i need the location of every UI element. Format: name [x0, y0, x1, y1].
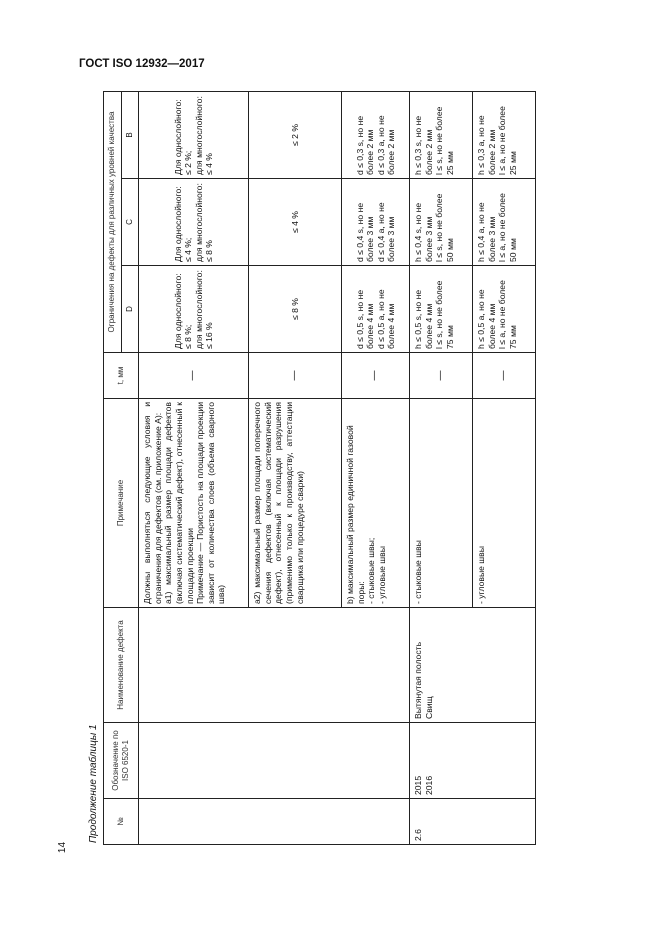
d-a1-line-1: Для однослойного: ≤ 8 %;	[172, 273, 194, 349]
cell-t-butt: —	[410, 353, 473, 399]
b-a1-line-1: Для однослойного: ≤ 2 %;	[172, 99, 194, 175]
cell-no-empty	[139, 799, 410, 845]
cell-note-fillet: - угловые швы	[473, 399, 536, 608]
d-butt-line-2: l ≤ s, но не более 75 мм	[434, 280, 455, 349]
d-a1-line-2: для многослойного: ≤ 16 %	[193, 270, 215, 349]
header-level-d: D	[121, 266, 139, 353]
cell-d-fillet	[473, 266, 536, 353]
header-name: Наименование дефекта	[104, 608, 139, 723]
continuation-label: Продолжение таблицы 1	[88, 724, 99, 843]
cell-no-2-6: 2.6	[410, 799, 536, 845]
c-a1-line-1: Для однослойного: ≤ 4 %;	[172, 186, 194, 262]
cell-t-a2: —	[249, 353, 342, 399]
note-a1: а1) максимальный размер площади дефектов (включая систематический дефект), отнесенный к площади проекции	[163, 402, 195, 604]
defect-name-1: Вытянутая полость	[413, 641, 424, 719]
cell-c-b	[342, 179, 410, 266]
header-level-c: C	[121, 179, 139, 266]
note-b-title: b) максимальный размер единичной газовой поры:	[345, 425, 366, 604]
cell-t-fillet: —	[473, 353, 536, 399]
cell-b-butt	[410, 91, 473, 178]
c-b-line-2: d ≤ 0,4 a, но не более 3 мм	[375, 202, 397, 262]
cell-d-a2: ≤ 8 %	[249, 266, 342, 353]
cell-iso-empty	[139, 723, 410, 799]
cell-c-a2: ≤ 4 %	[249, 179, 342, 266]
cell-note-butt: - стыковые швы	[410, 399, 473, 608]
note-b-butt: - стыковые швы;	[366, 537, 377, 604]
header-level-b: B	[121, 91, 139, 178]
cell-c-a1	[139, 179, 249, 266]
cell-t-a1: —	[139, 353, 249, 399]
cell-d-b	[342, 266, 410, 353]
cell-name-2-6	[410, 608, 536, 723]
cell-b-a2: ≤ 2 %	[249, 91, 342, 178]
d-b-line-1: d ≤ 0,5 s, но не более 4 мм	[354, 289, 376, 349]
cell-c-butt	[410, 179, 473, 266]
c-fillet-line-2: l ≤ a, но не более 50 мм	[497, 193, 518, 262]
c-butt-line-2: l ≤ s, но не более 50 мм	[434, 193, 455, 262]
cell-note-a1	[139, 399, 249, 608]
b-fillet-line-1: h ≤ 0,3 a, но не более 2 мм	[476, 115, 497, 175]
b-b-line-2: d ≤ 0,3 a, но не более 2 мм	[375, 115, 397, 175]
cell-b-b	[342, 91, 410, 178]
header-limits: Ограничения на дефекты для различных уровней качества	[104, 91, 122, 352]
defect-limits-table	[103, 91, 536, 845]
note-intro: Должны выполняться следующие условия и ограничения для дефектов (см. приложение А):	[142, 402, 163, 604]
document-title: ГОСТ ISO 12932—2017	[79, 58, 205, 70]
d-butt-line-1: h ≤ 0,5 s, но не более 4 мм	[413, 289, 434, 349]
table-row	[139, 91, 249, 844]
b-butt-line-2: l ≤ s, но не более 25 мм	[434, 106, 455, 175]
note-remark: Примечание — Пористость на площади проекции зависит от количества слоев (объема сварного шва)	[195, 402, 227, 604]
cell-note-b	[342, 399, 410, 608]
cell-b-a1	[139, 91, 249, 178]
c-butt-line-1: h ≤ 0,4 s, но не более 3 мм	[413, 202, 434, 262]
header-no: №	[104, 799, 139, 845]
c-a1-line-2: для многослойного: ≤ 8 %	[193, 183, 215, 262]
cell-b-fillet	[473, 91, 536, 178]
d-fillet-line-1: h ≤ 0,5 a, но не более 4 мм	[476, 289, 497, 349]
iso-code-2015: 2015	[413, 775, 424, 795]
c-b-line-1: d ≤ 0,4 s, но не более 3 мм	[354, 202, 376, 262]
rotated-table-block	[88, 92, 572, 845]
cell-d-butt	[410, 266, 473, 353]
cell-d-a1	[139, 266, 249, 353]
cell-c-fillet	[473, 179, 536, 266]
header-iso: Обозначение по ISO 6520-1	[104, 723, 139, 799]
defect-name-2: Свищ	[423, 696, 434, 719]
b-b-line-1: d ≤ 0,3 s, но не более 2 мм	[354, 115, 376, 175]
cell-iso-2-6	[410, 723, 536, 799]
b-fillet-line-2: l ≤ a, но не более 25 мм	[497, 106, 518, 175]
d-b-line-2: d ≤ 0,5 a, но не более 4 мм	[375, 289, 397, 349]
d-fillet-line-2: l ≤ a, но не более 75 мм	[497, 280, 518, 349]
header-t: t, мм	[104, 353, 139, 399]
b-butt-line-1: h ≤ 0,3 s, но не более 2 мм	[413, 115, 434, 175]
iso-code-2016: 2016	[423, 775, 434, 795]
b-a1-line-2: для многослойного: ≤ 4 %	[193, 96, 215, 175]
page-number: 14	[57, 841, 69, 854]
cell-name-empty	[139, 608, 410, 723]
c-fillet-line-1: h ≤ 0,4 a, но не более 3 мм	[476, 202, 497, 262]
note-b-fillet: - угловые швы	[376, 546, 387, 604]
table-row	[410, 91, 473, 844]
header-note: Примечание	[104, 399, 139, 608]
cell-t-b: —	[342, 353, 410, 399]
cell-note-a2: а2) максимальный размер площади поперечного сечения дефектов (включая систематический дефект), отнесенный к площади разрушения (применимо только к производству, аттестации сварщика или процедуре сварки)	[249, 399, 342, 608]
